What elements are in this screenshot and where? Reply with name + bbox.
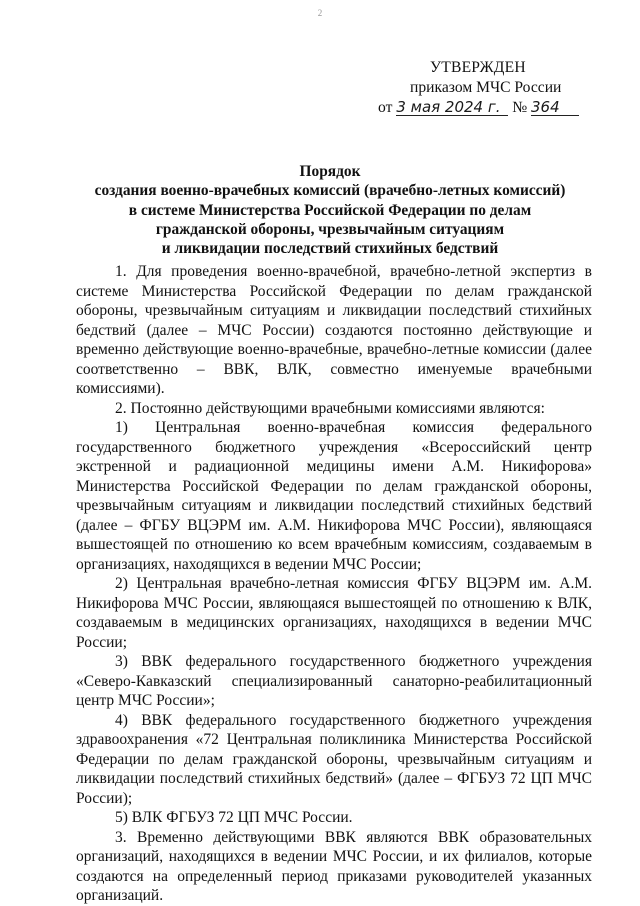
approval-block: [378, 58, 598, 118]
document-body: [76, 262, 592, 906]
list-item-5: 5) ВЛК ФГБУЗ 72 ЦП МЧС России.: [115, 809, 353, 826]
handwritten-number: 364: [531, 99, 579, 116]
handwritten-date: 3 мая 2024 г.: [396, 99, 508, 116]
approval-date-line: [378, 98, 598, 118]
from-label: от: [378, 99, 393, 116]
approval-issuer: приказом МЧС России: [410, 79, 562, 96]
paragraph-3: 3. Временно действующими ВВК являются ВВК образовательных организаций, находящихся в ведении МЧС России, и их филиалов, которые создаются на определенный период приказами руководителей указанных организаций.: [76, 828, 592, 904]
title-line: создания военно-врачебных комиссий (врачебно-летных комиссий): [94, 182, 566, 200]
paragraph-1: 1. Для проведения военно-врачебной, врачебно-летной экспертиз в системе Министерства Российской Федерации по делам гражданской обороны, чрезвычайным ситуациям и ликвидации последствий стихийных бедствий (далее – МЧС России) создаются постоянно действующие и временно действующие военно-врачебные, врачебно-летные комиссии (далее соответственно – ВВК, ВЛК, совместно именуемые врачебными комиссиями).: [76, 263, 592, 397]
number-label: №: [512, 99, 528, 116]
page-number: 2: [317, 8, 323, 18]
list-item-3: 3) ВВК федерального государственного бюджетного учреждения «Северо-Кавказский специализированный санаторно-реабилитационный центр МЧС России»;: [76, 653, 592, 709]
list-item-2: 2) Центральная врачебно-летная комиссия ФГБУ ВЦЭРМ им. А.М. Никифорова МЧС России, являющаяся вышестоящей по отношению к ВЛК, создаваемым в медицинских организациях, находящихся в ведении МЧС России;: [76, 575, 592, 651]
paragraph-2: 2. Постоянно действующими врачебными комиссиями являются:: [115, 399, 545, 417]
list-item-4: 4) ВВК федерального государственного бюджетного учреждения здравоохранения «72 Центральная поликлиника Министерства Российской Федерации по делам гражданской обороны, чрезвычайным ситуациям и ликвидации последствий стихийных бедствий» (далее – ФГБУЗ 72 ЦП МЧС России);: [76, 711, 592, 807]
list-item-1: 1) Центральная военно-врачебная комиссия федерального государственного бюджетного учреждения «Всероссийский центр экстренной и радиационной медицины имени А.М. Никифорова» Министерства Российской Федерации по делам гражданской обороны, чрезвычайным ситуациям и ликвидации последствий стихийных бедствий (далее – ФГБУ ВЦЭРМ им. А.М. Никифорова МЧС России), являющаяся вышестоящей по отношению ко всем врачебным комиссиям, создаваемым в организациях, находящихся в ведении МЧС России;: [76, 419, 592, 573]
title-line: в системе Министерства Российской Федерации по делам: [128, 201, 532, 219]
title-line: Порядок: [299, 163, 361, 180]
title-line: и ликвидации последствий стихийных бедствий: [161, 240, 499, 258]
approval-heading: УТВЕРЖДЕН: [430, 59, 526, 76]
document-title: [70, 162, 590, 258]
title-line: гражданской обороны, чрезвычайным ситуациям: [155, 220, 505, 238]
